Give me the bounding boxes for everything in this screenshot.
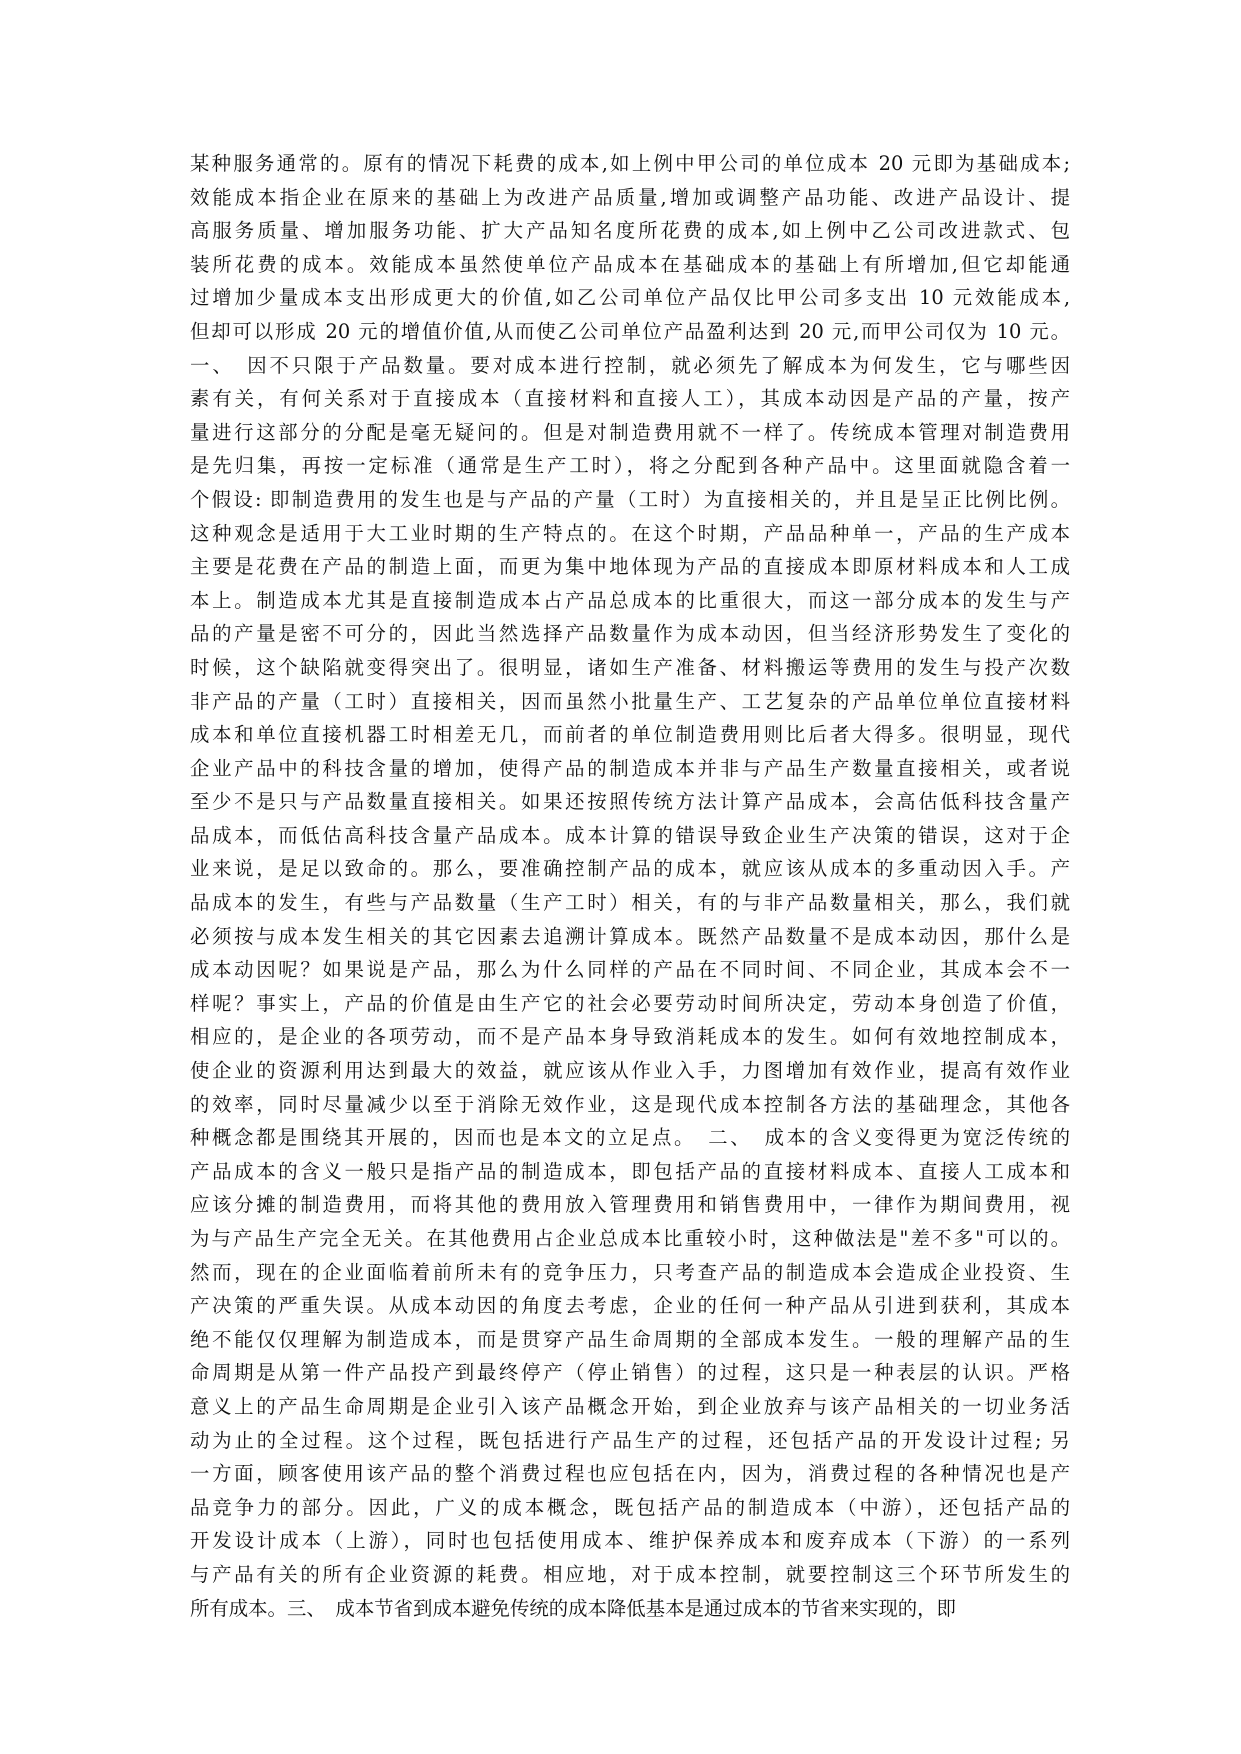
text-line: 所有成本。三、 成本节省到成本避免传统的成本降低基本是通过成本的节省来实现的，即 — [190, 1596, 956, 1620]
text-line: 品的产量是密不可分的，因此当然选择产品数量作为成本动因，但当经济形势发生了变化的 — [190, 622, 1070, 646]
text-line: 样呢？事实上，产品的价值是由生产它的社会必要劳动时间所决定，劳动本身创造了价值， — [190, 991, 1070, 1015]
text-line: 种概念都是围绕其开展的，因而也是本文的立足点。 二、 成本的含义变得更为宽泛传统的 — [190, 1126, 1070, 1150]
text-line: 非产品的产量（工时）直接相关，因而虽然小批量生产、工艺复杂的产品单位单位直接材料 — [190, 689, 1070, 713]
text-line: 动为止的全过程。这个过程，既包括进行产品生产的过程，还包括产品的开发设计过程; 另 — [190, 1428, 1070, 1452]
body-text — [190, 147, 1070, 1625]
text-line: 相应的，是企业的各项劳动，而不是产品本身导致消耗成本的发生。如何有效地控制成本， — [190, 1025, 1070, 1049]
text-line: 与产品有关的所有企业资源的耗费。相应地，对于成本控制，就要控制这三个环节所发生的 — [190, 1562, 1070, 1586]
text-line: 量进行这部分的分配是毫无疑问的。但是对制造费用就不一样了。传统成本管理对制造费用 — [190, 420, 1070, 444]
text-line: 是先归集，再按一定标准（通常是生产工时），将之分配到各种产品中。这里面就隐含着一 — [190, 454, 1070, 478]
text-line: 必须按与成本发生相关的其它因素去追溯计算成本。既然产品数量不是成本动因，那什么是 — [190, 924, 1070, 948]
text-line: 时候，这个缺陷就变得突出了。很明显，诸如生产准备、材料搬运等费用的发生与投产次数 — [190, 655, 1070, 679]
text-line: 命周期是从第一件产品投产到最终停产（停止销售）的过程，这只是一种表层的认识。严格 — [190, 1361, 1070, 1385]
text-line: 开发设计成本（上游），同时也包括使用成本、维护保养成本和废弃成本（下游）的一系列 — [190, 1529, 1070, 1553]
text-line: 成本动因呢？如果说是产品，那么为什么同样的产品在不同时间、不同企业，其成本会不一 — [190, 958, 1070, 982]
text-line: 产品成本的含义一般只是指产品的制造成本，即包括产品的直接材料成本、直接人工成本和 — [190, 1159, 1070, 1183]
text-line: 企业产品中的科技含量的增加，使得产品的制造成本并非与产品生产数量直接相关，或者说 — [190, 756, 1070, 780]
text-line: 但却可以形成 20 元的增值价值,从而使乙公司单位产品盈利达到 20 元,而甲公司仅为 10 元。 — [190, 319, 1070, 343]
text-line: 效能成本指企业在原来的基础上为改进产品质量,增加或调整产品功能、改进产品设计、提 — [190, 185, 1070, 209]
text-line: 一方面，顾客使用该产品的整个消费过程也应包括在内，因为，消费过程的各种情况也是产 — [190, 1462, 1070, 1486]
text-line: 本上。制造成本尤其是直接制造成本占产品总成本的比重很大，而这一部分成本的发生与产 — [190, 588, 1070, 612]
text-line: 为与产品生产完全无关。在其他费用占企业总成本比重较小时，这种做法是"差不多"可以的。 — [190, 1227, 1070, 1250]
text-line: 的效率，同时尽量减少以至于消除无效作业，这是现代成本控制各方法的基础理念，其他各 — [190, 1092, 1070, 1116]
text-line: 主要是花费在产品的制造上面，而更为集中地体现为产品的直接成本即原材料成本和人工成 — [190, 555, 1070, 579]
text-line: 使企业的资源利用达到最大的效益，就应该从作业入手，力图增加有效作业，提高有效作业 — [190, 1059, 1070, 1083]
text-line: 品成本的发生，有些与产品数量（生产工时）相关，有的与非产品数量相关，那么，我们就 — [190, 891, 1070, 915]
text-line: 然而，现在的企业面临着前所未有的竞争压力，只考查产品的制造成本会造成企业投资、生 — [190, 1260, 1070, 1284]
text-line: 品成本，而低估高科技含量产品成本。成本计算的错误导致企业生产决策的错误，这对于企 — [190, 823, 1070, 847]
text-line: 绝不能仅仅理解为制造成本，而是贯穿产品生命周期的全部成本发生。一般的理解产品的生 — [190, 1327, 1070, 1351]
text-line: 过增加少量成本支出形成更大的价值,如乙公司单位产品仅比甲公司多支出 10 元效能成本, — [190, 286, 1070, 310]
text-line: 个假设: 即制造费用的发生也是与产品的产量（工时）为直接相关的，并且是呈正比例比例。 — [190, 487, 1070, 511]
text-line: 这种观念是适用于大工业时期的生产特点的。在这个时期，产品品种单一，产品的生产成本 — [190, 521, 1070, 545]
text-line: 某种服务通常的。原有的情况下耗费的成本,如上例中甲公司的单位成本 20 元即为基础成本; — [190, 152, 1070, 175]
text-line: 装所花费的成本。效能成本虽然使单位产品成本在基础成本的基础上有所增加,但它却能通 — [190, 252, 1070, 276]
text-line: 品竞争力的部分。因此，广义的成本概念，既包括产品的制造成本（中游），还包括产品的 — [190, 1495, 1070, 1519]
text-line: 产决策的严重失误。从成本动因的角度去考虑，企业的任何一种产品从引进到获利，其成本 — [190, 1294, 1070, 1318]
text-line: 一、 因不只限于产品数量。要对成本进行控制，就必须先了解成本为何发生，它与哪些因 — [190, 353, 1070, 377]
text-line: 至少不是只与产品数量直接相关。如果还按照传统方法计算产品成本，会高估低科技含量产 — [190, 790, 1070, 814]
text-line: 业来说，是足以致命的。那么，要准确控制产品的成本，就应该从成本的多重动因入手。产 — [190, 857, 1070, 881]
text-line: 应该分摊的制造费用，而将其他的费用放入管理费用和销售费用中，一律作为期间费用，视 — [190, 1193, 1070, 1217]
text-line: 意义上的产品生命周期是企业引入该产品概念开始，到企业放弃与该产品相关的一切业务活 — [190, 1394, 1070, 1418]
text-line: 成本和单位直接机器工时相差无几，而前者的单位制造费用则比后者大得多。很明显，现代 — [190, 723, 1070, 747]
text-line: 素有关，有何关系对于直接成本（直接材料和直接人工），其成本动因是产品的产量，按产 — [190, 387, 1070, 411]
text-line: 高服务质量、增加服务功能、扩大产品知名度所花费的成本,如上例中乙公司改进款式、包 — [190, 219, 1070, 243]
